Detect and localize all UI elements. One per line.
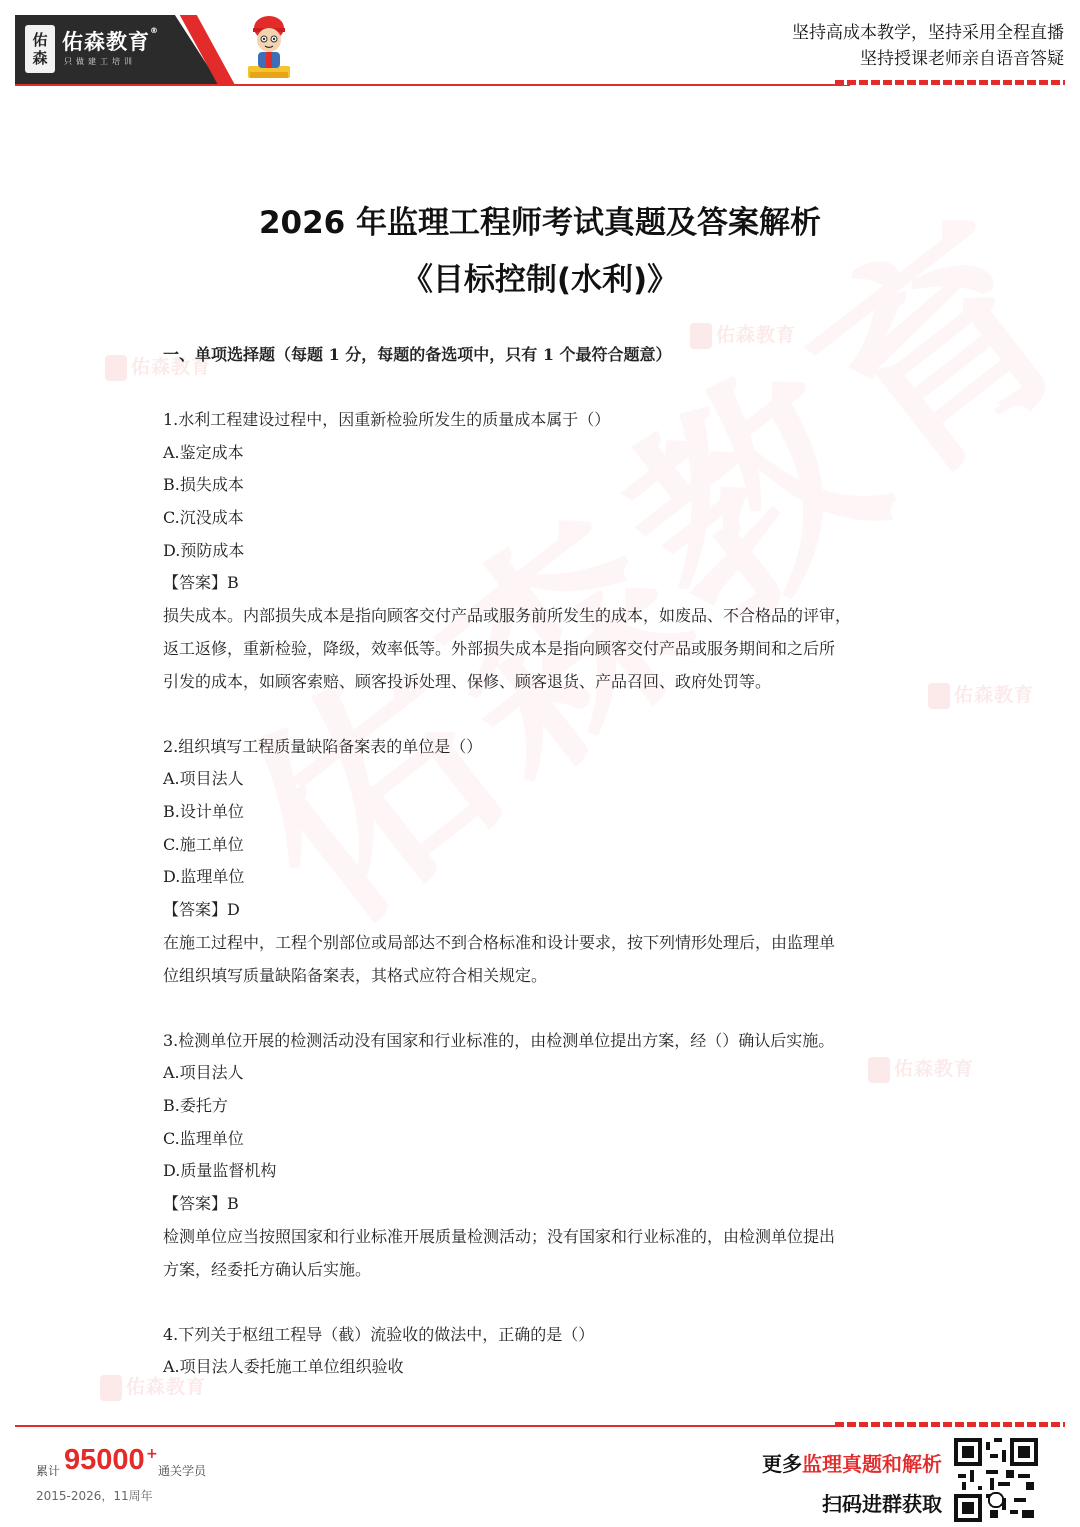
question-stem: 4.下列关于枢纽工程导（截）流验收的做法中，正确的是（）: [163, 1324, 595, 1344]
question-option: C.监理单位: [163, 1128, 244, 1148]
answer-explanation: 引发的成本，如顾客索赔、顾客投诉处理、保修、顾客退货、产品召回、政府处罚等。: [163, 671, 772, 691]
question-option: A.项目法人: [163, 1063, 244, 1083]
question-block: [163, 1319, 923, 1384]
question-option: C.施工单位: [163, 834, 244, 854]
student-count-plus: +: [146, 1446, 158, 1462]
page-header: [0, 0, 1080, 100]
question-stem: 1.水利工程建设过程中，因重新检验所发生的质量成本属于（）: [163, 410, 611, 429]
document-subtitle: 《目标控制(水利)》: [401, 262, 679, 298]
question-option: C.沉没成本: [163, 508, 244, 528]
answer-explanation: 损失成本。内部损失成本是指向顾客交付产品或服务前所发生的成本，如废品、不合格品的评审，: [163, 606, 852, 626]
logo-seal-char: 佑: [32, 31, 48, 49]
logo-reg-mark: ®: [150, 26, 159, 35]
question-stem: 2.组织填写工程质量缺陷备案表的单位是（）: [163, 736, 483, 756]
footer-divider: [15, 1425, 850, 1427]
question-option: D.监理单位: [163, 867, 245, 887]
question-block: [163, 404, 923, 698]
watermark-seal-icon: [100, 1375, 122, 1401]
stat-suffix: 通关学员: [158, 1464, 207, 1478]
qr-code-icon[interactable]: [954, 1438, 1038, 1522]
question-option: B.损失成本: [163, 475, 244, 495]
logo-seal-char: 森: [32, 49, 48, 67]
question-list: [163, 404, 923, 1384]
question-option: D.质量监督机构: [163, 1161, 277, 1181]
watermark-logo: 佑森教育: [868, 1054, 974, 1083]
section-heading: 一、单项选择题（每题 1 分，每题的备选项中，只有 1 个最符合题意）: [163, 345, 672, 364]
question-answer: 【答案】B: [163, 573, 239, 593]
promo-prefix: 更多: [762, 1452, 802, 1476]
question-block: [163, 1025, 923, 1287]
logo-name: [62, 26, 159, 56]
watermark-seal-icon: [928, 683, 950, 709]
watermark-logo: 佑森教育: [105, 352, 211, 381]
promo-line: [762, 1448, 942, 1477]
slogan-line: 坚持高成本教学，坚持采用全程直播: [792, 23, 1064, 43]
promo-cta: 扫码进群获取: [822, 1492, 942, 1516]
header-slogan: [792, 20, 1064, 72]
question-answer: 【答案】D: [163, 900, 240, 920]
document-title: 2026 年监理工程师考试真题及答案解析: [258, 205, 822, 241]
watermark-logo: 佑森教育: [928, 680, 1034, 709]
answer-explanation: 检测单位应当按照国家和行业标准开展质量检测活动；没有国家和行业标准的，由检测单位提出: [163, 1226, 836, 1246]
anniversary-text: 2015-2026，11周年: [36, 1489, 153, 1503]
question-option: A.项目法人委托施工单位组织验收: [163, 1357, 404, 1377]
logo-tagline: 只做建工培训: [64, 57, 136, 66]
logo-name-text: 佑森教育: [62, 30, 150, 54]
question-block: [163, 731, 923, 993]
answer-explanation: 返工返修，重新检验，降级，效率低等。外部损失成本是指向顾客交付产品或服务期间和之后所: [163, 638, 836, 658]
watermark-logo: 佑森教育: [100, 1372, 206, 1401]
watermark-seal-icon: [105, 355, 127, 381]
promo-accent: 监理真题和解析: [802, 1452, 942, 1476]
question-option: B.设计单位: [163, 802, 244, 822]
stat-prefix: 累计: [36, 1464, 61, 1478]
student-count: 95000: [64, 1444, 145, 1476]
answer-explanation: 在施工过程中，工程个别部位或局部达不到合格标准和设计要求，按下列情形处理后，由监理单: [163, 932, 836, 952]
question-option: B.委托方: [163, 1096, 228, 1116]
footer-stripe-decoration: [835, 1422, 1065, 1427]
header-stripe-decoration: [835, 80, 1065, 85]
mascot-icon: [244, 14, 294, 82]
question-answer: 【答案】B: [163, 1194, 239, 1214]
answer-explanation: 位组织填写质量缺陷备案表，其格式应符合相关规定。: [163, 965, 548, 985]
logo-seal-icon: [25, 25, 55, 73]
answer-explanation: 方案，经委托方确认后实施。: [163, 1259, 372, 1279]
header-divider: [15, 84, 850, 86]
question-stem: 3.检测单位开展的检测活动没有国家和行业标准的，由检测单位提出方案，经（）确认后实施。: [163, 1030, 835, 1050]
question-option: D.预防成本: [163, 540, 245, 560]
watermark-logo: 佑森教育: [690, 320, 796, 349]
slogan-line: 坚持授课老师亲自语音答疑: [860, 49, 1064, 69]
question-option: A.鉴定成本: [163, 442, 244, 462]
watermark-seal-icon: [690, 323, 712, 349]
question-option: A.项目法人: [163, 769, 244, 789]
